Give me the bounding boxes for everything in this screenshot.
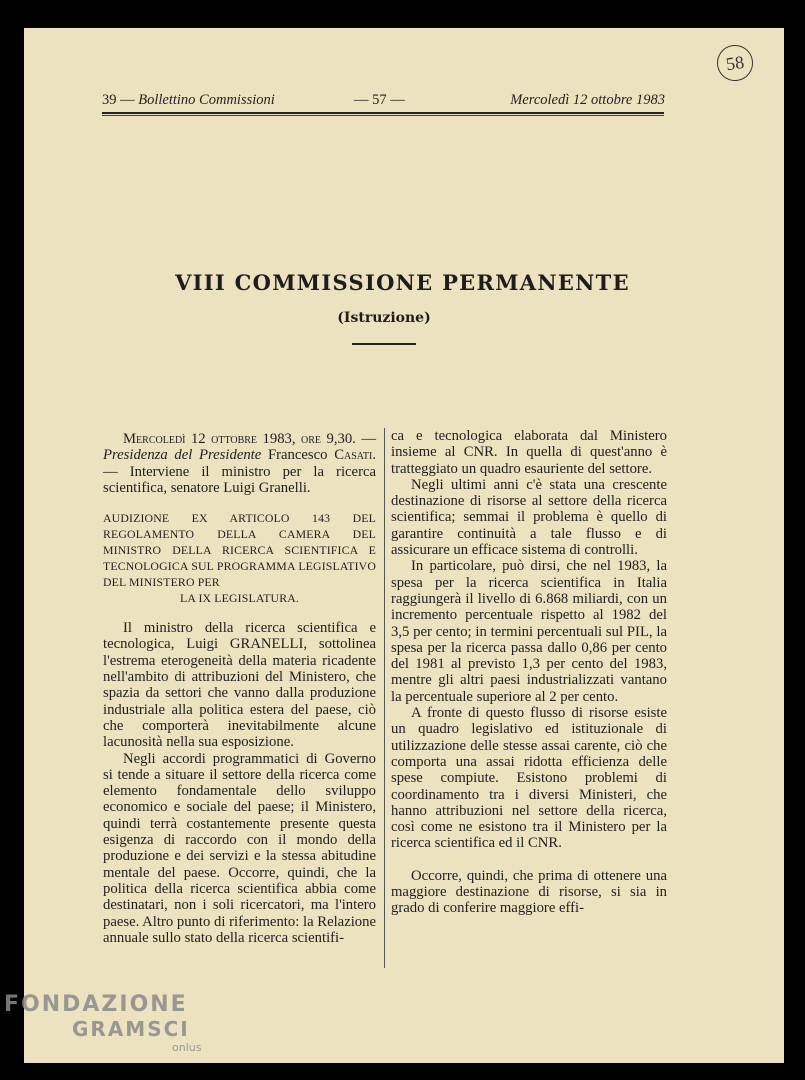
left-column [103, 431, 376, 946]
header-left [102, 92, 275, 109]
session-year: 1983, [257, 431, 302, 447]
header-rule-secondary [102, 115, 664, 116]
paragraph: Occorre, quindi, che prima di ottenere una maggiore destinazione di risorse, si sia in grado di conferire maggiore effi- [391, 867, 667, 917]
page-subtitle: (Istruzione) [337, 310, 431, 326]
fondazione-gramsci-watermark [4, 992, 201, 1054]
session-president-last: Casati [334, 447, 373, 464]
watermark-line3: onlus [172, 1041, 202, 1054]
section-heading-end: LA IX LEGISLATURA. [179, 591, 300, 606]
page-title: VIII COMMISSIONE PERMANENTE [175, 270, 630, 295]
header-date: Mercoledì 12 ottobre 1983 [510, 92, 665, 108]
session-paragraph [103, 431, 376, 496]
right-column [391, 428, 667, 917]
session-daynum: 12 [185, 431, 212, 447]
paragraph: ca e tecnologica elaborata dal Ministero insieme al CNR. In quella di quest'anno è tratteggiato un quadro esauriente del settore. [391, 428, 667, 477]
session-month: ottobre [211, 431, 258, 447]
paragraph: A fronte di questo flusso di risorse esiste un quadro legislativo ed istituzionale di utilizzazione delle stesse assai carente, ciò che comporta una assai ridotta efficienza delle spese compiute. Esistono problemi di coordinamento tra i diversi Ministeri, che hanno attribuzioni nel settore della ricerca, così come ne esistono tra il Ministero per la ricerca scientifica ed il CNR. [391, 705, 667, 852]
section-heading-text: AUDIZIONE EX ARTICOLO 143 DEL REGOLAMENTO DELLA CAMERA DEL MINISTRO DELLA RICERCA SCIENTIFICA E TECNOLOGICA SUL PROGRAMMA LEGISLATIVO DEL MINISTERO PER [103, 511, 376, 590]
session-presidency: Presidenza del Presidente [103, 447, 262, 464]
header-rule [102, 112, 664, 114]
running-header [102, 92, 665, 112]
header-publication: Bollettino Commissioni [138, 92, 275, 108]
header-issue-number: 39 — [102, 92, 135, 108]
watermark-line2: GRAMSCI [72, 1017, 190, 1041]
session-time: 9,30. — [321, 431, 376, 447]
header-page-number: — 57 — [354, 92, 405, 108]
paragraph: Negli accordi programmatici di Governo si tende a situare il settore della ricerca come elemento fondamentale dello sviluppo economico e sociale del paese; il Ministero, quindi terrà costantemente presente questa esigenza di raccordo con il mondo della produzione e dei servizi e la stessa abitudine mentale del paese. Occorre, quindi, che la politica della ricerca scientifica abbia come destinatari, non i soli ricercatori, ma l'intero paese. Altro punto di riferimento: la Relazione annuale sullo stato della ricerca scientifi- [103, 750, 376, 946]
paragraph: Il ministro della ricerca scientifica e tecnologica, Luigi GRANELLI, sottolinea l'estrema eterogeneità della materia ricadente nell'ambito di attribuzioni del Ministero, che spazia da settori che vanno dalla produzione industriale alla politica estera del paese, ciò che comporterà inevitabilmente alcune lacunosità nella sua esposizione. [103, 620, 376, 751]
title-divider [352, 343, 416, 345]
session-president-first: Francesco [261, 447, 335, 464]
session-ore: ore [301, 431, 322, 447]
column-divider [384, 428, 385, 968]
section-heading [103, 510, 376, 606]
paragraph: In particolare, può dirsi, che nel 1983, la spesa per la ricerca scientifica in Italia raggiungerà il livello di 6.868 miliardi, con un incremento percentuale rispetto al 1982 del 3,5 per cento; in termini percentuali sul PIL, la spesa per la ricerca passa dallo 0,86 per cento del 1981 al previsto 1,3 per cento del 1983, mentre gli altri paesi industrializzati vantano la percentuale superiore al 2 per cento. [391, 558, 667, 705]
paragraph: Negli ultimi anni c'è stata una crescente destinazione di risorse al settore della ricerca scientifica; semmai il problema è quello di garantire continuità a tale flusso e di assicurare un efficace sistema di controlli. [391, 476, 667, 559]
handwritten-page-number: 58 [715, 43, 756, 84]
watermark-line1: FONDAZIONE [4, 992, 188, 1017]
session-minister: . — Interviene il ministro per la ricerca scientifica, senatore Luigi Granelli. [103, 447, 376, 496]
session-day: Mercoledì [123, 431, 186, 447]
